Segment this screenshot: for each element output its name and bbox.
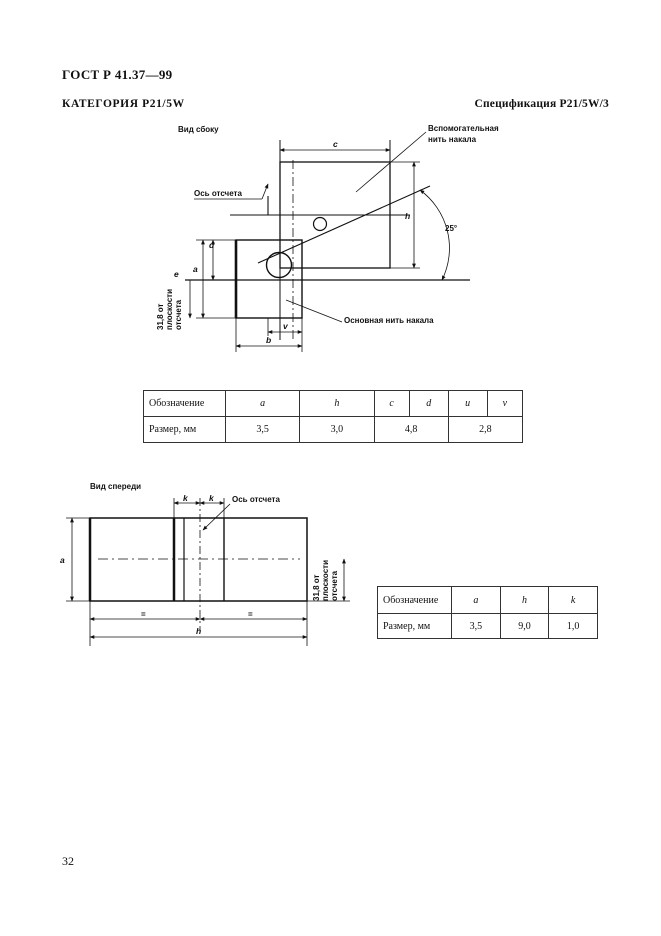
table1-col-d: d	[409, 391, 448, 417]
table1-col-v: v	[487, 391, 522, 417]
svg-text:31,8 от: 31,8 от	[156, 303, 165, 330]
table1-col-u: u	[448, 391, 487, 417]
svg-text:отсчета: отсчета	[330, 570, 339, 601]
table1-col-h: h	[300, 391, 374, 417]
dim-c: c	[333, 139, 338, 149]
svg-text:плоскости: плоскости	[165, 288, 174, 330]
table1-value-uv: 2,8	[448, 417, 522, 443]
dim-k-right: k	[209, 493, 214, 503]
side-view-title: Вид сбоку	[178, 125, 219, 134]
table1-col-a: a	[226, 391, 300, 417]
table1-value-cd: 4,8	[374, 417, 448, 443]
dimensions-table-1	[143, 390, 523, 443]
table2-header-label: Обозначение	[378, 587, 452, 614]
svg-text:плоскости: плоскости	[321, 559, 330, 601]
svg-text:отсчета: отсчета	[174, 299, 183, 330]
table1-value-h: 3,0	[300, 417, 374, 443]
dim-h: h	[405, 211, 411, 221]
main-filament-label: Основная нить накала	[344, 316, 434, 325]
aux-filament-label-1: Вспомогательная	[428, 124, 499, 133]
table2-col-a: a	[452, 587, 501, 614]
dim-a: a	[193, 264, 198, 274]
dim-b: b	[266, 335, 272, 345]
table2-value-a: 3,5	[452, 614, 501, 639]
aux-filament-label-2: нить накала	[428, 135, 477, 144]
ref-plane-label-front	[312, 560, 339, 601]
standard-number: ГОСТ Р 41.37—99	[62, 67, 173, 82]
equal-left: =	[141, 610, 146, 619]
aux-filament-circle	[314, 218, 327, 231]
table1-row-label: Размер, мм	[144, 417, 226, 443]
table2-value-k: 1,0	[549, 614, 598, 639]
front-dim-a: a	[60, 555, 65, 565]
front-view-title: Вид спереди	[90, 482, 142, 491]
svg-text:31,8 от: 31,8 от	[312, 574, 321, 601]
specification-title: Спецификация P21/5W/3	[474, 98, 609, 110]
dim-d: d	[209, 240, 215, 250]
table2-row-label: Размер, мм	[378, 614, 452, 639]
front-ref-axis-label: Ось отсчета	[232, 495, 280, 504]
page-number: 32	[62, 854, 74, 868]
dimensions-table-2	[377, 586, 598, 639]
main-filament-circle	[267, 253, 292, 278]
ref-axis-label: Ось отсчета	[194, 189, 242, 198]
table1-header-label: Обозначение	[144, 391, 226, 417]
table2-col-k: k	[549, 587, 598, 614]
category-title: КАТЕГОРИЯ P21/5W	[62, 98, 185, 110]
ref-plane-label-side	[156, 289, 183, 330]
equal-right: =	[248, 610, 253, 619]
front-dim-h: h	[196, 626, 202, 636]
dim-e: e	[174, 269, 179, 279]
front-filament-outline	[90, 518, 307, 601]
table2-value-h: 9,0	[500, 614, 549, 639]
dim-k-left: k	[183, 493, 188, 503]
main-filament-outline	[236, 240, 302, 318]
table2-col-h: h	[500, 587, 549, 614]
angle-label: 25°	[445, 224, 458, 233]
table1-col-c: c	[374, 391, 409, 417]
table1-value-a: 3,5	[226, 417, 300, 443]
dim-v: v	[283, 321, 288, 331]
